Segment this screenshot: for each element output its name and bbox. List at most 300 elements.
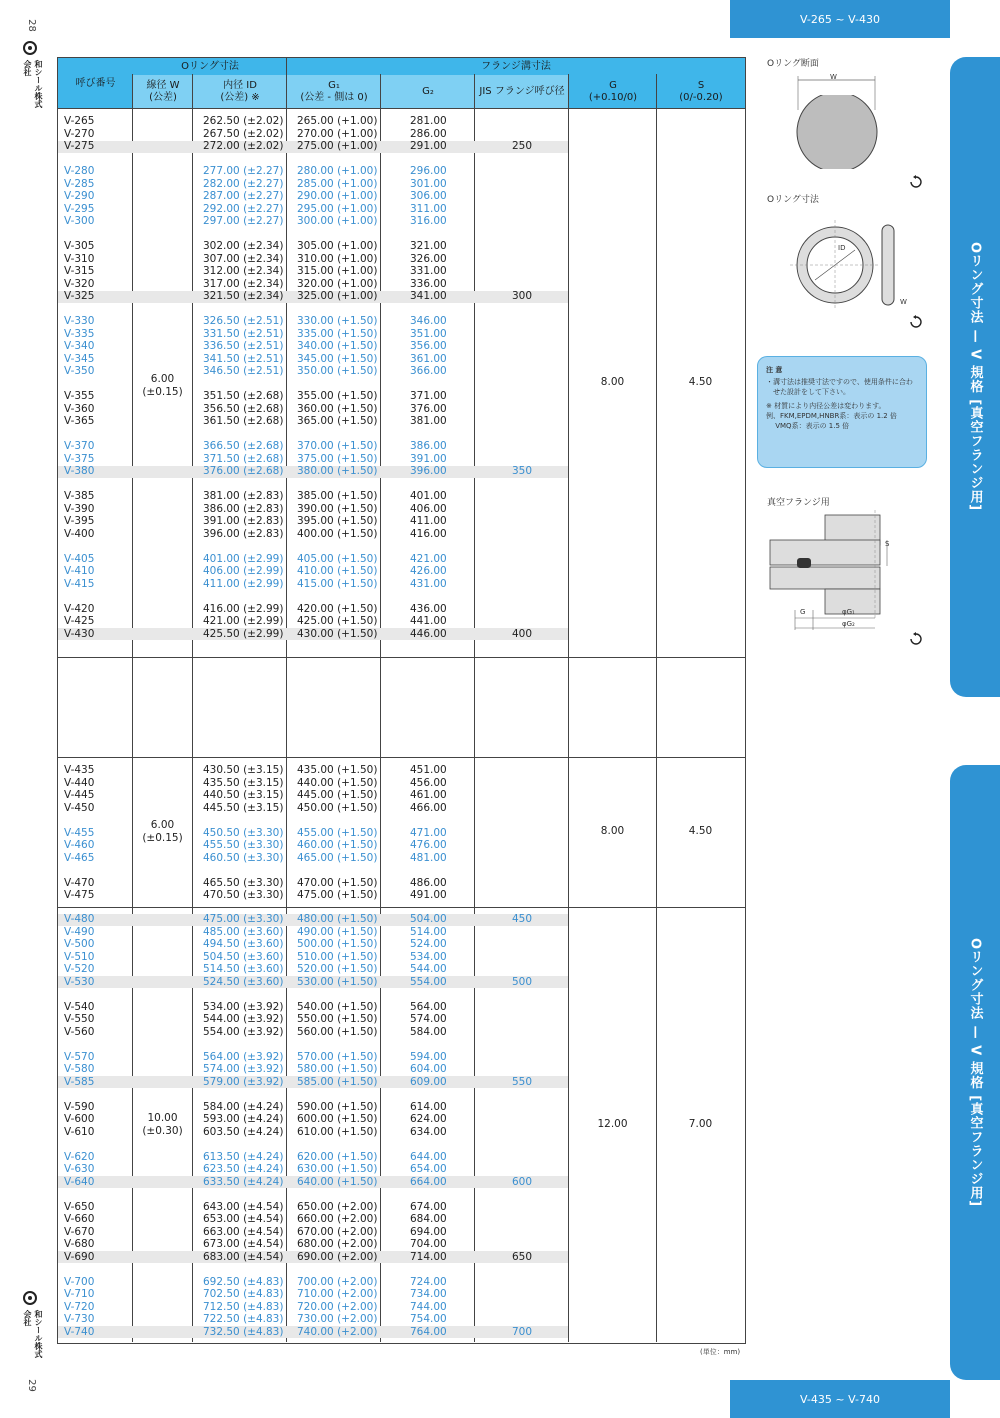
table-row <box>0 1288 745 1301</box>
row-g2: 554.00 <box>410 975 447 988</box>
row-g1: 320.00 (+1.00) <box>297 277 378 290</box>
row-number: V-520 <box>64 963 95 975</box>
table-row <box>0 963 745 976</box>
table-row <box>0 1238 745 1251</box>
row-g1: 470.00 (+1.50) <box>297 876 378 889</box>
row-g2: 281.00 <box>410 115 447 127</box>
row-number: V-290 <box>64 190 95 202</box>
row-jis: 700 <box>511 1325 533 1338</box>
row-g2: 614.00 <box>410 1100 447 1113</box>
row-number: V-610 <box>64 1125 95 1138</box>
row-g2: 356.00 <box>410 340 447 352</box>
header-g1 <box>287 75 381 109</box>
row-g2: 584.00 <box>410 1025 447 1038</box>
row-g1: 380.00 (+1.50) <box>297 465 378 477</box>
table-row <box>0 1326 745 1339</box>
page-number-top: 28 <box>25 19 37 32</box>
row-number: V-305 <box>64 240 95 252</box>
row-g1: 730.00 (+2.00) <box>297 1313 378 1325</box>
row-number: V-650 <box>64 1200 95 1213</box>
w-label-2: W <box>900 298 907 306</box>
row-g1: 315.00 (+1.00) <box>297 265 378 277</box>
table-row <box>0 951 745 964</box>
table-row <box>0 553 745 566</box>
row-id: 534.00 (±3.92) <box>203 1000 284 1013</box>
note-line-1: ・溝寸法は推奨寸法ですので、使用条件に合わ <box>766 378 913 386</box>
row-g1: 285.00 (+1.00) <box>297 177 378 190</box>
side-tab-top-label: Oリング寸法 — V 規格 [真空フランジ用] <box>967 242 983 512</box>
row-g2: 504.00 <box>410 913 447 925</box>
row-id: 524.50 (±3.60) <box>203 975 284 988</box>
row-g1: 610.00 (+1.50) <box>297 1125 378 1138</box>
rotate-icon <box>908 315 924 329</box>
row-g1: 350.00 (+1.50) <box>297 365 378 377</box>
table-row <box>0 178 745 191</box>
table-row <box>0 628 745 641</box>
table-row <box>0 290 745 303</box>
flange-s-label: S <box>885 540 890 548</box>
row-number: V-315 <box>64 265 95 277</box>
row-g2: 441.00 <box>410 615 447 627</box>
row-g1: 275.00 (+1.00) <box>297 140 378 152</box>
row-id: 396.00 (±2.83) <box>203 527 284 540</box>
row-id: 351.50 (±2.68) <box>203 390 284 402</box>
header-s-sub: (0/-0.20) <box>679 92 723 103</box>
row-id: 336.50 (±2.51) <box>203 340 284 352</box>
side-tab-bottom <box>950 765 1000 1380</box>
table-row <box>0 215 745 228</box>
row-g1: 740.00 (+2.00) <box>297 1325 378 1338</box>
row-g2: 704.00 <box>410 1238 447 1250</box>
table-row <box>0 115 745 128</box>
row-number: V-740 <box>64 1325 95 1338</box>
row-jis: 500 <box>511 975 533 988</box>
s2-w-tol: (±0.15) <box>142 832 183 844</box>
table-row <box>0 390 745 403</box>
row-id: 401.00 (±2.99) <box>203 552 284 565</box>
s3-w-tol: (±0.30) <box>142 1125 183 1137</box>
s2-s: 4.50 <box>688 825 713 837</box>
table-row <box>0 490 745 503</box>
row-id: 514.50 (±3.60) <box>203 963 284 975</box>
table-row <box>0 1151 745 1164</box>
row-g2: 544.00 <box>410 963 447 975</box>
row-g2: 331.00 <box>410 265 447 277</box>
row-g2: 376.00 <box>410 402 447 415</box>
row-number: V-480 <box>64 913 95 925</box>
note-box <box>757 356 927 468</box>
table-row <box>0 278 745 291</box>
row-number: V-400 <box>64 527 95 540</box>
row-g2: 491.00 <box>410 889 447 901</box>
row-g1: 280.00 (+1.00) <box>297 165 378 177</box>
row-id: 692.50 (±4.83) <box>203 1275 284 1288</box>
row-g1: 420.00 (+1.50) <box>297 602 378 615</box>
row-number: V-500 <box>64 938 95 950</box>
table-row <box>0 578 745 591</box>
header-oring-group-label: Oリング寸法 <box>181 60 239 72</box>
row-g1: 290.00 (+1.00) <box>297 190 378 202</box>
row-g2: 524.00 <box>410 938 447 950</box>
row-number: V-720 <box>64 1300 95 1313</box>
row-id: 341.50 (±2.51) <box>203 352 284 365</box>
company-logo-top <box>18 40 44 110</box>
row-number: V-280 <box>64 165 95 177</box>
flange-g1-label: φG₁ <box>842 608 855 616</box>
row-id: 440.50 (±3.15) <box>203 789 284 801</box>
header-g1-label: G₁ <box>328 80 340 91</box>
header-id-label: 内径 ID <box>223 80 257 91</box>
flange-g2-label: φG₂ <box>842 620 855 628</box>
row-g2: 694.00 <box>410 1225 447 1238</box>
row-id: 346.50 (±2.51) <box>203 365 284 377</box>
row-id: 425.50 (±2.99) <box>203 627 284 640</box>
header-jis-label: JIS フランジ呼び径 <box>479 86 565 97</box>
row-g2: 316.00 <box>410 215 447 227</box>
row-number: V-420 <box>64 602 95 615</box>
s3-w: 10.00 <box>147 1112 178 1124</box>
row-number: V-670 <box>64 1225 95 1238</box>
header-flange-group <box>287 58 745 75</box>
row-g1: 510.00 (+1.50) <box>297 950 378 963</box>
unit-label: (単位：mm) <box>700 1348 741 1356</box>
header-s <box>657 75 745 109</box>
table-row <box>0 140 745 153</box>
header-g-label: G <box>609 80 617 91</box>
row-jis: 400 <box>511 627 533 640</box>
row-g1: 500.00 (+1.50) <box>297 938 378 950</box>
row-g1: 450.00 (+1.50) <box>297 801 378 814</box>
row-id: 406.00 (±2.99) <box>203 565 284 577</box>
table-row <box>0 1276 745 1289</box>
row-g1: 700.00 (+2.00) <box>297 1275 378 1288</box>
row-id: 321.50 (±2.34) <box>203 290 284 302</box>
row-id: 623.50 (±4.24) <box>203 1163 284 1175</box>
cross-section-label: Oリング断面 <box>767 59 819 69</box>
company-name-bottom: 和シール株式会社 <box>23 1310 43 1358</box>
row-id: 287.00 (±2.27) <box>203 190 284 202</box>
row-g2: 674.00 <box>410 1200 447 1213</box>
row-id: 391.00 (±2.83) <box>203 515 284 527</box>
row-id: 267.50 (±2.02) <box>203 127 284 140</box>
row-number: V-590 <box>64 1100 95 1113</box>
row-number: V-455 <box>64 826 95 839</box>
row-id: 683.00 (±4.54) <box>203 1250 284 1263</box>
row-g1: 335.00 (+1.50) <box>297 327 378 340</box>
row-g2: 624.00 <box>410 1113 447 1125</box>
s2-g: 8.00 <box>600 825 625 837</box>
row-number: V-550 <box>64 1013 95 1025</box>
s1-g: 8.00 <box>600 376 625 388</box>
row-g2: 346.00 <box>410 315 447 327</box>
table-row <box>0 315 745 328</box>
row-g1: 650.00 (+2.00) <box>297 1200 378 1213</box>
row-g2: 306.00 <box>410 190 447 202</box>
table-row <box>0 128 745 141</box>
row-number: V-325 <box>64 290 95 302</box>
row-g1: 660.00 (+2.00) <box>297 1213 378 1225</box>
s2-w-cell <box>133 819 192 845</box>
table-row <box>0 528 745 541</box>
table-row <box>0 203 745 216</box>
table-row <box>0 1063 745 1076</box>
row-g1: 540.00 (+1.50) <box>297 1000 378 1013</box>
row-g2: 446.00 <box>410 627 447 640</box>
row-g2: 734.00 <box>410 1288 447 1300</box>
s2-w: 6.00 <box>150 819 175 831</box>
row-number: V-710 <box>64 1288 95 1300</box>
row-g1: 460.00 (+1.50) <box>297 839 378 851</box>
row-id: 435.50 (±3.15) <box>203 776 284 789</box>
row-number: V-640 <box>64 1175 95 1188</box>
header-w-label: 線径 W <box>146 80 180 91</box>
row-id: 272.00 (±2.02) <box>203 140 284 152</box>
row-g1: 550.00 (+1.50) <box>297 1013 378 1025</box>
row-g1: 520.00 (+1.50) <box>297 963 378 975</box>
row-g2: 574.00 <box>410 1013 447 1025</box>
row-g1: 490.00 (+1.50) <box>297 925 378 938</box>
id-label: ID <box>838 244 846 252</box>
row-g2: 471.00 <box>410 826 447 839</box>
row-g1: 560.00 (+1.50) <box>297 1025 378 1038</box>
row-id: 366.50 (±2.68) <box>203 440 284 452</box>
row-number: V-585 <box>64 1075 95 1088</box>
header-w <box>133 75 193 109</box>
row-number: V-330 <box>64 315 95 327</box>
row-g2: 391.00 <box>410 452 447 465</box>
table-row <box>0 453 745 466</box>
table-row <box>0 240 745 253</box>
row-g1: 590.00 (+1.50) <box>297 1100 378 1113</box>
row-g1: 440.00 (+1.50) <box>297 776 378 789</box>
header-bottom-line <box>57 108 745 109</box>
row-jis: 350 <box>511 465 533 477</box>
row-g1: 385.00 (+1.50) <box>297 490 378 502</box>
row-number: V-380 <box>64 465 95 477</box>
header-jis <box>475 75 569 109</box>
header-g1-sub: (公差 - 側は 0) <box>300 92 368 103</box>
note-title: 注 意 <box>766 366 783 374</box>
row-number: V-440 <box>64 776 95 789</box>
row-g1: 390.00 (+1.50) <box>297 502 378 515</box>
row-g1: 570.00 (+1.50) <box>297 1050 378 1063</box>
s1-w-cell <box>133 373 192 399</box>
row-g1: 430.00 (+1.50) <box>297 627 378 640</box>
rotate-icon <box>908 175 924 189</box>
row-g1: 630.00 (+1.50) <box>297 1163 378 1175</box>
header-g-sub: (+0.10/0) <box>588 92 638 103</box>
page-number-bottom: 29 <box>25 1379 37 1392</box>
row-number: V-470 <box>64 876 95 889</box>
row-jis: 650 <box>511 1250 533 1263</box>
row-g1: 325.00 (+1.00) <box>297 290 378 302</box>
note-line-5: VMQ系：表示の 1.5 倍 <box>766 422 850 430</box>
row-g1: 455.00 (+1.50) <box>297 826 378 839</box>
row-g2: 436.00 <box>410 602 447 615</box>
flange-label: 真空フランジ用 <box>767 498 830 508</box>
s1-s: 4.50 <box>688 376 713 388</box>
section-line-2 <box>57 757 745 758</box>
row-g1: 310.00 (+1.00) <box>297 252 378 265</box>
logo-icon <box>22 40 38 56</box>
range-tab-bottom-label: V-435 ~ V-740 <box>800 1392 880 1406</box>
note-line-2: せた設計をして下さい。 <box>766 388 850 396</box>
row-g1: 680.00 (+2.00) <box>297 1238 378 1250</box>
row-number: V-310 <box>64 252 95 265</box>
row-g2: 451.00 <box>410 764 447 776</box>
row-id: 465.50 (±3.30) <box>203 876 284 889</box>
header-g2 <box>381 75 475 109</box>
row-id: 376.00 (±2.68) <box>203 465 284 477</box>
row-g1: 720.00 (+2.00) <box>297 1300 378 1313</box>
range-tab-bottom <box>730 1380 950 1418</box>
row-g1: 355.00 (+1.50) <box>297 390 378 402</box>
row-g1: 265.00 (+1.00) <box>297 115 378 127</box>
s3-w-cell <box>133 1112 192 1138</box>
row-id: 307.00 (±2.34) <box>203 252 284 265</box>
row-g1: 405.00 (+1.50) <box>297 552 378 565</box>
row-number: V-275 <box>64 140 95 152</box>
header-number-label: 呼び番号 <box>75 77 116 89</box>
row-g2: 351.00 <box>410 327 447 340</box>
header-flange-group-label: フランジ溝寸法 <box>481 60 551 72</box>
row-jis: 300 <box>511 290 533 302</box>
row-g2: 386.00 <box>410 440 447 452</box>
row-g1: 425.00 (+1.50) <box>297 615 378 627</box>
row-number: V-350 <box>64 365 95 377</box>
section-line-3 <box>57 907 745 908</box>
table-row <box>0 615 745 628</box>
row-number: V-345 <box>64 352 95 365</box>
row-g2: 406.00 <box>410 502 447 515</box>
row-g2: 664.00 <box>410 1175 447 1188</box>
note-line-3: ※ 材質により内径公差は変わります。 <box>766 402 886 410</box>
row-g2: 426.00 <box>410 565 447 577</box>
row-g2: 486.00 <box>410 876 447 889</box>
row-number: V-530 <box>64 975 95 988</box>
row-g2: 744.00 <box>410 1300 447 1313</box>
table-row <box>0 1013 745 1026</box>
row-g2: 754.00 <box>410 1313 447 1325</box>
row-g2: 461.00 <box>410 789 447 801</box>
row-g2: 714.00 <box>410 1250 447 1263</box>
table-row <box>0 603 745 616</box>
row-g1: 435.00 (+1.50) <box>297 764 378 776</box>
table-row <box>0 1301 745 1314</box>
side-tab-bottom-label: Oリング寸法 — V 規格 [真空フランジ用] <box>967 937 983 1208</box>
row-id: 643.00 (±4.54) <box>203 1200 284 1213</box>
row-id: 386.00 (±2.83) <box>203 502 284 515</box>
row-id: 603.50 (±4.24) <box>203 1125 284 1138</box>
row-id: 475.00 (±3.30) <box>203 913 284 925</box>
table-row <box>0 415 745 428</box>
row-g1: 600.00 (+1.50) <box>297 1113 378 1125</box>
row-g1: 530.00 (+1.50) <box>297 975 378 988</box>
row-g2: 381.00 <box>410 415 447 427</box>
row-g1: 270.00 (+1.00) <box>297 127 378 140</box>
row-g1: 475.00 (+1.50) <box>297 889 378 901</box>
row-id: 544.00 (±3.92) <box>203 1013 284 1025</box>
row-number: V-370 <box>64 440 95 452</box>
row-id: 485.00 (±3.60) <box>203 925 284 938</box>
row-id: 554.00 (±3.92) <box>203 1025 284 1038</box>
row-g2: 604.00 <box>410 1063 447 1075</box>
row-jis: 250 <box>511 140 533 152</box>
row-id: 574.00 (±3.92) <box>203 1063 284 1075</box>
row-number: V-465 <box>64 851 95 864</box>
row-id: 653.00 (±4.54) <box>203 1213 284 1225</box>
row-number: V-340 <box>64 340 95 352</box>
oring-cross-section-diagram <box>780 70 930 180</box>
row-g2: 594.00 <box>410 1050 447 1063</box>
row-g1: 640.00 (+1.50) <box>297 1175 378 1188</box>
header-s-label: S <box>697 80 705 91</box>
row-id: 494.50 (±3.60) <box>203 938 284 950</box>
table-row <box>0 1076 745 1089</box>
table-row <box>0 328 745 341</box>
row-id: 371.50 (±2.68) <box>203 452 284 465</box>
row-number: V-450 <box>64 801 95 814</box>
row-number: V-680 <box>64 1238 95 1250</box>
header-g <box>569 75 657 109</box>
row-id: 593.00 (±4.24) <box>203 1113 284 1125</box>
row-id: 455.50 (±3.30) <box>203 839 284 851</box>
row-g1: 295.00 (+1.00) <box>297 202 378 215</box>
row-number: V-580 <box>64 1063 95 1075</box>
row-g1: 330.00 (+1.50) <box>297 315 378 327</box>
row-jis: 450 <box>511 913 533 925</box>
row-g1: 620.00 (+1.50) <box>297 1150 378 1163</box>
row-g2: 371.00 <box>410 390 447 402</box>
oring-dims-diagram <box>780 210 930 320</box>
row-number: V-395 <box>64 515 95 527</box>
table-row <box>0 1101 745 1114</box>
row-g2: 431.00 <box>410 577 447 590</box>
range-tab-top-label: V-265 ~ V-430 <box>800 12 880 26</box>
row-id: 460.50 (±3.30) <box>203 851 284 864</box>
row-id: 663.00 (±4.54) <box>203 1225 284 1238</box>
row-g1: 465.00 (+1.50) <box>297 851 378 864</box>
row-id: 445.50 (±3.15) <box>203 801 284 814</box>
row-g2: 311.00 <box>410 202 447 215</box>
table-row <box>0 165 745 178</box>
row-g2: 421.00 <box>410 552 447 565</box>
row-g2: 481.00 <box>410 851 447 864</box>
s1-w-tol: (±0.15) <box>142 386 183 398</box>
row-id: 421.00 (±2.99) <box>203 615 284 627</box>
row-g1: 400.00 (+1.50) <box>297 527 378 540</box>
row-id: 673.00 (±4.54) <box>203 1238 284 1250</box>
table-row <box>0 1176 745 1189</box>
row-g1: 345.00 (+1.50) <box>297 352 378 365</box>
row-g1: 480.00 (+1.50) <box>297 913 378 925</box>
table-row <box>0 852 745 865</box>
table-row <box>0 764 745 777</box>
row-g1: 340.00 (+1.50) <box>297 340 378 352</box>
table-row <box>0 926 745 939</box>
table-row <box>0 1051 745 1064</box>
row-id: 277.00 (±2.27) <box>203 165 284 177</box>
row-id: 722.50 (±4.83) <box>203 1313 284 1325</box>
row-g2: 326.00 <box>410 252 447 265</box>
row-id: 702.50 (±4.83) <box>203 1288 284 1300</box>
header-oring-group <box>133 58 287 75</box>
row-g2: 644.00 <box>410 1150 447 1163</box>
row-number: V-600 <box>64 1113 95 1125</box>
table-row <box>0 1226 745 1239</box>
header-id-sub: (公差) ※ <box>220 92 260 103</box>
table-row <box>0 253 745 266</box>
